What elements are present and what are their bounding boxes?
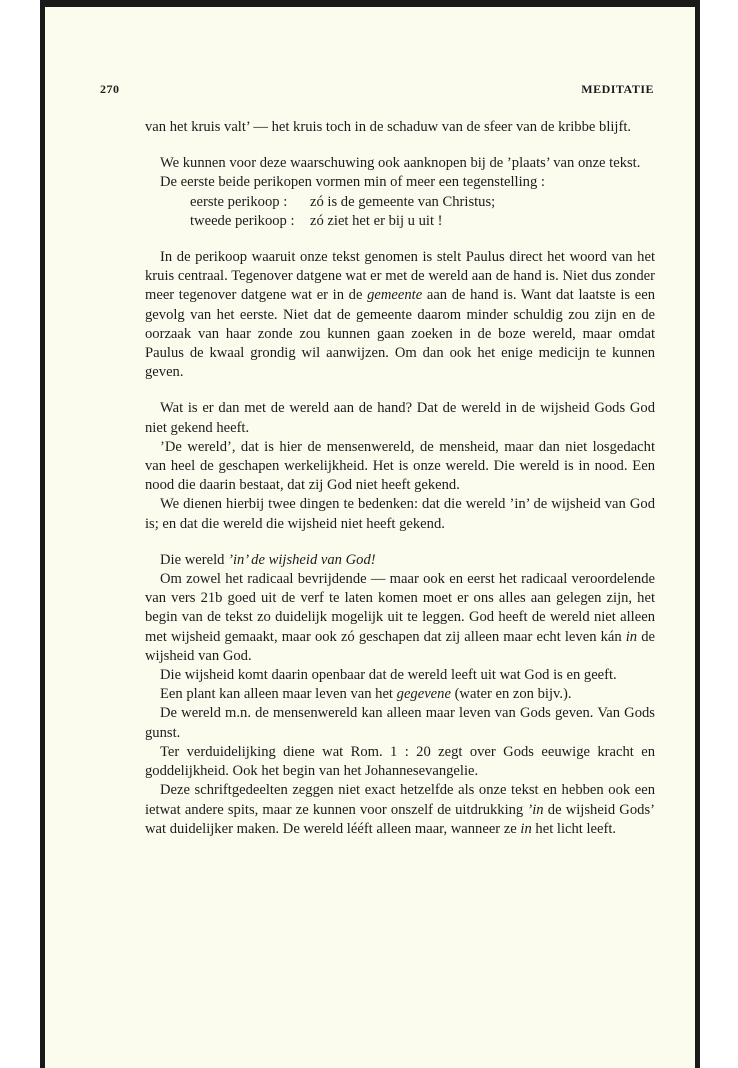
perikoop-label: eerste perikoop : (190, 193, 288, 210)
scan-border-top (40, 0, 700, 7)
paragraph: Ter verduidelijking diene wat Rom. 1 : 20 zegt over Gods eeuwige kracht en goddelijkheid. Ook het begin van het Johannesevangelie. (145, 743, 655, 780)
perikoop-text: zó is de gemeente van Christus; (310, 193, 496, 210)
paragraph: De eerste beide perikopen vormen min of meer een tegenstelling : (160, 174, 545, 191)
emphasis: ’in (527, 801, 544, 818)
section-heading: Die wereld ’in’ de wijsheid van God! (160, 551, 376, 568)
body-text (145, 118, 655, 839)
paragraph: De wereld m.n. de mensenwereld kan alleen maar leven van Gods geven. Van Gods gunst. (145, 705, 655, 741)
running-head: MEDITATIE (581, 82, 654, 96)
perikoop-line (145, 193, 655, 212)
emphasis: in (520, 820, 532, 837)
emphasis: in (625, 628, 638, 645)
perikoop-label: tweede perikoop : (190, 212, 295, 229)
paragraph: In de perikoop waaruit onze tekst genomen is stelt Paulus direct het woord van het kruis centraal. Tegenover datgene wat er met de wereld aan de hand is. Niet dus zonder meer tegenover datgene wat er in de gemeente aan de hand is. Want dat laatste is een gevolg van het eerste. Niet dat de gemeente daarom minder schuldig zou zijn en de oorzaak van haar zonde zou kunnen gaan zoeken in de boze wereld, maar omdat Paulus de kwaal grondig wil aanwijzen. Om dan ook het enige medicijn te kunnen geven. (145, 249, 655, 381)
perikoop-text: zó ziet het er bij u uit ! (310, 212, 443, 229)
emphasis: ’in’ de wijsheid van God! (228, 551, 376, 568)
paragraph: Om zowel het radicaal bevrijdende — maar ook en eerst het radicaal veroordelende van vers 21b goed uit de verf te laten komen moet er ons alles aan gelegen zijn, het begin van de tekst zo duidelijk mogelijk uit te leggen. God heeft de wereld niet alleen met wijsheid gemaakt, maar ook zó geschapen dat zij alleen maar echt leven kán in de wijsheid van God. (145, 571, 655, 664)
emphasis: gegevene (396, 686, 451, 703)
paragraph: van het kruis valt’ — het kruis toch in de schaduw van de sfeer van de kribbe blijft. (145, 119, 632, 135)
emphasis: gemeente (367, 287, 423, 304)
paragraph: ’De wereld’, dat is hier de mensenwereld, de mensheid, maar dan niet losgedacht van heel de geschapen werkelijkheid. Het is onze wereld. Die wereld is in nood. Een nood die daarin bestaat, dat zij God niet heeft gekend. (145, 438, 655, 494)
paragraph: We dienen hierbij twee dingen te bedenken: dat die wereld ’in’ de wijsheid van God is; en dat die wereld die wijsheid niet heeft gekend. (145, 496, 655, 532)
perikoop-line (145, 212, 655, 231)
paragraph: Die wijsheid komt daarin openbaar dat de wereld leeft uit wat God is en geeft. (160, 667, 617, 684)
paragraph: Wat is er dan met de wereld aan de hand? Dat de wereld in de wijsheid Gods God niet gekend heeft. (145, 400, 655, 436)
page-number: 270 (100, 82, 120, 96)
scan-border-right (695, 0, 700, 1068)
paragraph: Een plant kan alleen maar leven van het gegevene (water en zon bijv.). (160, 686, 572, 703)
paragraph: We kunnen voor deze waarschuwing ook aanknopen bij de ’plaats’ van onze tekst. (160, 155, 641, 172)
paragraph: Deze schriftgedeelten zeggen niet exact hetzelfde als onze tekst en hebben ook een ietwat andere spits, maar ze kunnen voor onszelf de uitdrukking ’in de wijsheid Gods’ wat duidelijker maken. De wereld lééft alleen maar, wanneer ze in het licht leeft. (145, 782, 655, 837)
